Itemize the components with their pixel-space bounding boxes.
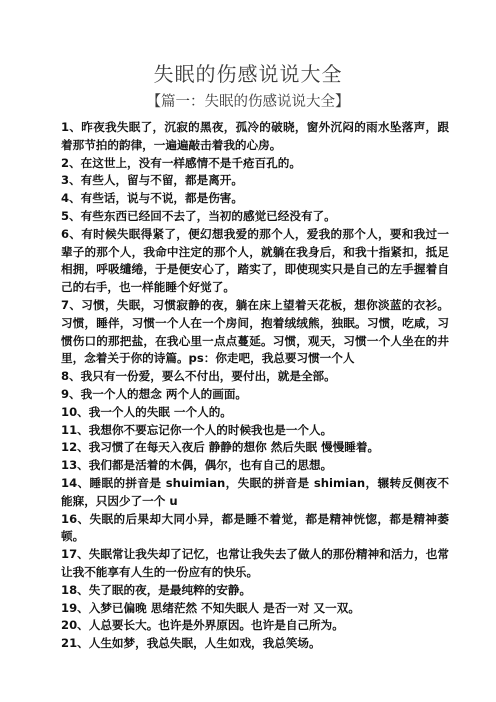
list-item: 12、我习惯了在每天入夜后 静静的想你 然后失眠 慢慢睡着。 [61,440,380,455]
list-item: 3、有些人，留与不留，都是离开。 [61,173,243,188]
list-item: 7、习惯，失眠，习惯寂静的夜，躺在床上望着天花板，想你淡蓝的衣衫。习惯，睡伴，习惯一个人在一个房间，抱着绒绒熊，独眠。习惯，吃咸，习惯伤口的那把盐，在我心里一点点蔓延。习惯，观天，习惯一个人坐在的井里，念着关于你的诗篇。ps：你走吧，我总要习惯一个人 [61,297,449,366]
list-item: 9、我一个人的想念 两个人的画面。 [61,386,248,401]
document-subtitle: 【篇一：失眠的伤感说说大全】 [146,94,350,110]
list-item: 10、我一个人的失眠 一个人的。 [61,404,232,419]
list-item: 6、有时候失眠得紧了，便幻想我爱的那个人，爱我的那个人，要和我过一辈子的那个人，我命中注定的那个人，就躺在我身后，和我十指紧扣，抵足相拥，呼吸缱绻，于是便安心了，踏实了，即使现实只是自己的左手握着自己的右手，也一样能睡个好觉了。 [61,226,449,295]
list-item: 13、我们都是活着的木偶，偶尔，也有自己的思想。 [61,458,333,473]
list-item: 17、失眠常让我失却了记忆，也常让我失去了做人的那份精神和活力，也常让我不能享有人生的一份应有的快乐。 [61,547,449,579]
list-item: 11、我想你不要忘记你一个人的时候我也是一个人。 [61,422,333,437]
list-item: 4、有些话，说与不说，都是伤害。 [61,191,243,206]
document-body [61,119,449,653]
list-item: 20、人总要长大。也许是外界原因。也许是自己所为。 [61,618,344,633]
list-item: 8、我只有一份爱，要么不付出，要付出，就是全部。 [61,369,336,384]
document-title: 失眠的伤感说说大全 [153,62,343,86]
list-item: 2、在这世上，没有一样感情不是千疮百孔的。 [61,155,301,170]
list-item: 1、昨夜我失眠了，沉寂的黑夜，孤冷的破晓，窗外沉闷的雨水坠落声，跟着那节拍的韵律，一遍遍敲击着我的心房。 [61,120,449,152]
list-item: 19、入梦已偏晚 思绪茫然 不知失眠人 是否一对 又一双。 [61,600,360,615]
list-item: 21、人生如梦，我总失眠，人生如戏，我总笑场。 [61,636,321,651]
list-item: 18、失了眠的夜，是最纯粹的安静。 [61,582,252,597]
list-item: 14、睡眠的拼音是 shuimian，失眠的拼音是 shimian，辗转反侧夜不能寐，只因少了一个 u [61,475,449,508]
list-item: 16、失眠的后果却大同小异，都是睡不着觉，都是精神恍惚，都是精神萎顿。 [61,511,449,544]
list-item: 5、有些东西已经回不去了，当初的感觉已经没有了。 [61,208,336,223]
